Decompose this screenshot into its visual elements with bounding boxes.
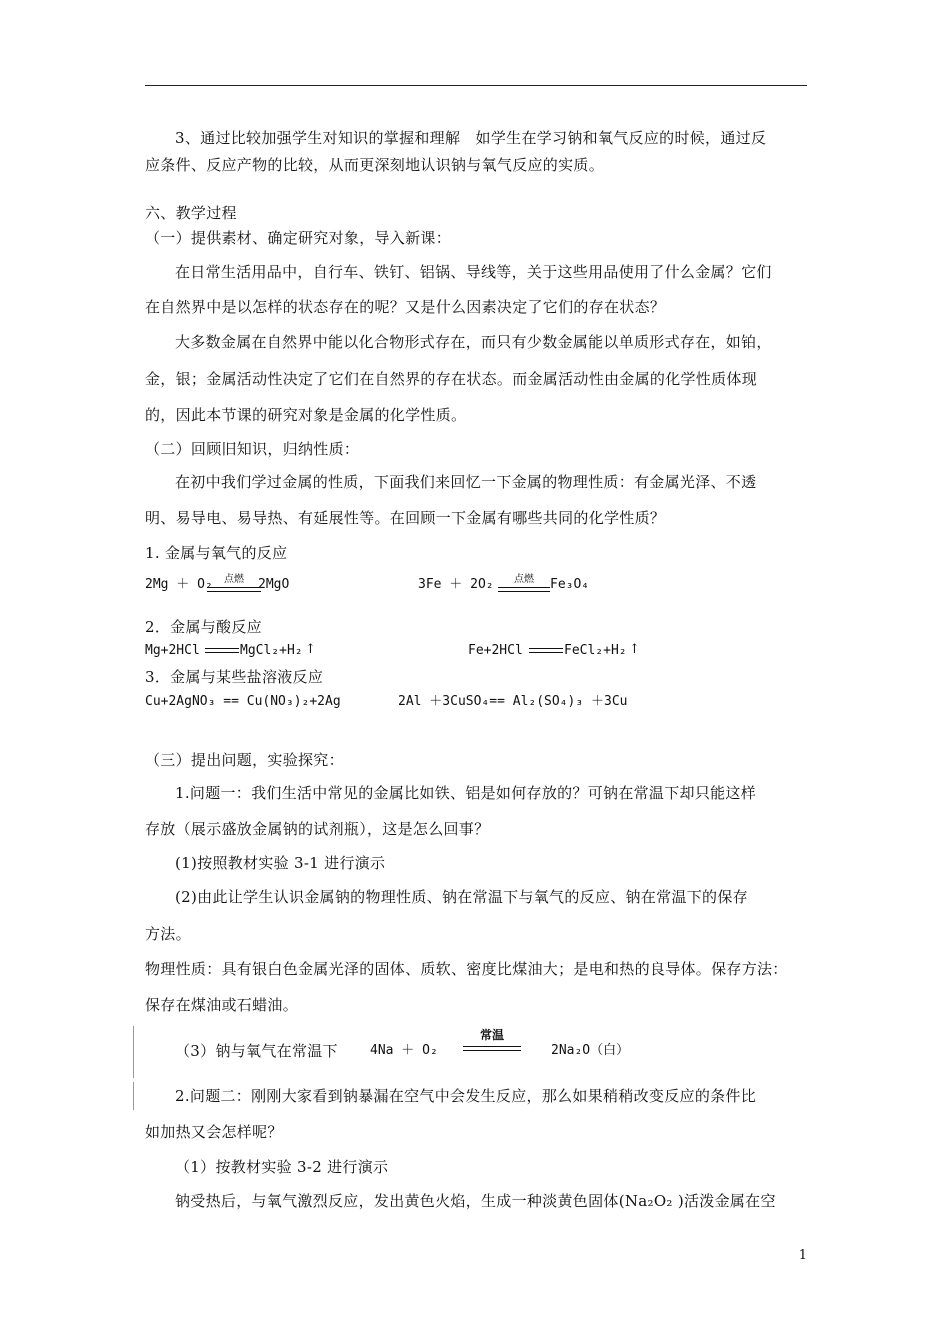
paragraph-line: 金，银；金属活动性决定了它们在自然界的存在状态。而金属活动性由金属的化学性质体现 <box>145 370 758 388</box>
equation-reactants: 3Fe ＋ 2O₂ <box>418 577 494 592</box>
equation-reactants: 4Na ＋ O₂ <box>370 1043 438 1058</box>
equation-products: Fe₃O₄ <box>550 577 590 592</box>
subsection-heading: （三）提出问题，实验探究： <box>145 751 344 769</box>
subsection-heading: （一）提供素材、确定研究对象，导入新课： <box>145 229 452 247</box>
paragraph-line: 在自然界中是以怎样的状态存在的呢？又是什么因素决定了它们的存在状态？ <box>145 298 666 316</box>
page-number: 1 <box>798 1248 807 1263</box>
list-item: 2．金属与酸反应 <box>145 618 262 636</box>
equation-double-line <box>529 648 563 653</box>
equation-reactants: Mg+2HCl <box>145 643 200 658</box>
paragraph-line: (2)由此让学生认识金属钠的物理性质、钠在常温下与氧气的反应、钠在常温下的保存 <box>175 888 748 906</box>
margin-change-bar <box>133 1082 134 1110</box>
header-rule <box>145 85 807 86</box>
paragraph-line: 的，因此本节课的研究对象是金属的化学性质。 <box>145 406 467 424</box>
paragraph-line: 存放（展示盛放金属钠的试剂瓶），这是怎么回事？ <box>145 820 490 838</box>
equation-reactants: Fe+2HCl <box>468 643 523 658</box>
equation-products: MgCl₂+H₂ <box>240 643 303 658</box>
paragraph-line: 钠受热后，与氧气激烈反应，发出黄色火焰，生成一种淡黄色固体(Na₂O₂ )活泼金属在空 <box>175 1192 776 1210</box>
paragraph-line: (1)按照教材实验 3-1 进行演示 <box>175 854 386 872</box>
equation-products: 2Na₂O（白） <box>551 1043 630 1058</box>
paragraph-line: （1）按教材实验 3-2 进行演示 <box>175 1158 389 1176</box>
paragraph-line: 1.问题一：我们生活中常见的金属比如铁、铝是如何存放的？可钠在常温下却只能这样 <box>175 784 757 802</box>
equation-products: FeCl₂+H₂ <box>564 643 627 658</box>
equation: 2Al ＋3CuSO₄== Al₂(SO₄)₃ ＋3Cu <box>398 694 628 709</box>
paragraph-line: 在日常生活用品中，自行车、铁钉、铝锅、导线等，关于这些用品使用了什么金属？它们 <box>175 263 772 281</box>
equation-condition: 常温 <box>479 1028 504 1042</box>
equation-double-line <box>207 587 261 592</box>
list-item: 3．金属与某些盐溶液反应 <box>145 668 324 686</box>
equation-products: 2MgO <box>258 577 290 592</box>
equation-double-line <box>498 587 550 592</box>
list-item: 1. 金属与氧气的反应 <box>145 544 288 562</box>
equation: Cu+2AgNO₃ == Cu(NO₃)₂+2Ag <box>145 694 341 709</box>
paragraph-line: （3）钠与氧气在常温下 <box>175 1042 338 1060</box>
paragraph-line: 大多数金属在自然界中能以化合物形式存在，而只有少数金属能以单质形式存在，如铂， <box>175 333 772 351</box>
paragraph-line: 2.问题二：刚刚大家看到钠暴漏在空气中会发生反应，那么如果稍稍改变反应的条件比 <box>175 1087 757 1105</box>
margin-change-bar <box>133 1026 134 1078</box>
equation-condition: 点燃 <box>514 574 534 585</box>
paragraph-line: 应条件、反应产物的比较，从而更深刻地认识钠与氧气反应的实质。 <box>145 156 605 174</box>
paragraph-line: 3、通过比较加强学生对知识的掌握和理解 如学生在学习钠和氧气反应的时候，通过反 <box>175 129 767 147</box>
up-arrow-icon: ↑ <box>629 642 640 657</box>
equation-reactants: 2Mg ＋ O₂ <box>145 577 213 592</box>
paragraph-line: 在初中我们学过金属的性质，下面我们来回忆一下金属的物理性质：有金属光泽、不透 <box>175 473 757 491</box>
paragraph-line: 物理性质：具有银白色金属光泽的固体、质软、密度比煤油大；是电和热的良导体。保存方法： <box>145 960 788 978</box>
paragraph-line: 如加热又会怎样呢？ <box>145 1123 283 1141</box>
section-heading: 六、教学过程 <box>145 204 237 222</box>
paragraph-line: 保存在煤油或石蜡油。 <box>145 996 299 1014</box>
paragraph-line: 明、易导电、易导热、有延展性等。在回顾一下金属有哪些共同的化学性质？ <box>145 509 666 527</box>
paragraph-line: 方法。 <box>145 925 191 943</box>
equation-double-line <box>463 1046 521 1051</box>
subsection-heading: （二）回顾旧知识，归纳性质： <box>145 440 360 458</box>
equation-condition: 点燃 <box>224 574 244 585</box>
equation-double-line <box>205 648 239 653</box>
up-arrow-icon: ↑ <box>305 642 316 657</box>
